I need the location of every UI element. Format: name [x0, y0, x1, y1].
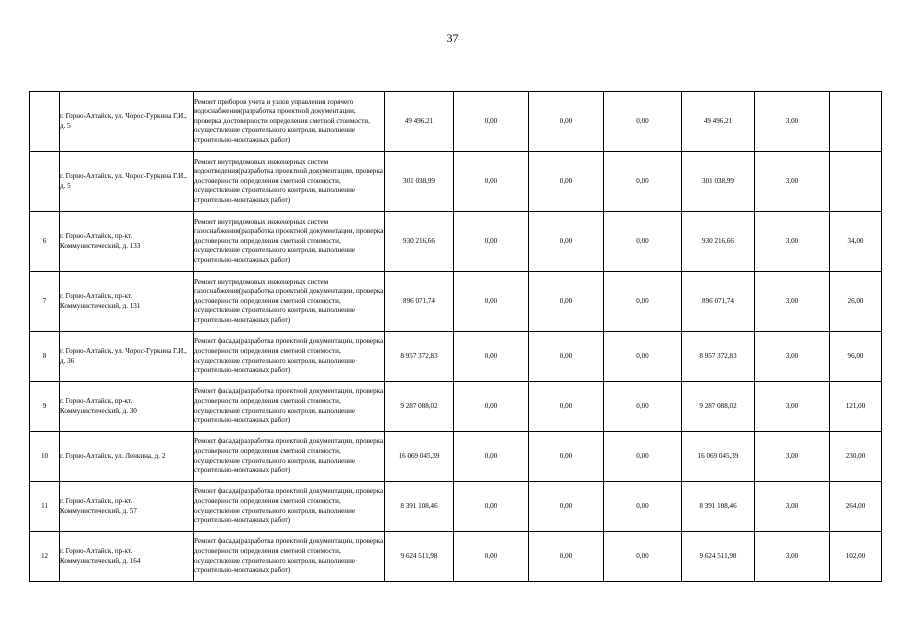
- row-value-5: 0,00: [454, 382, 529, 432]
- row-work-type: Ремонт внутридомовых инженерных систем газоснабжения(разработка проектной документации, проверка достоверности определения сметной стоимости, осуществление строительного контроля, выполнение строительно-монтажных работ): [194, 212, 385, 272]
- row-value-10: 230,00: [830, 432, 882, 482]
- row-address: г. Горно-Алтайск, пр-кт. Коммунистический, д. 133: [60, 212, 194, 272]
- row-value-7: 0,00: [604, 212, 682, 272]
- row-value-6: 0,00: [529, 212, 604, 272]
- row-value-6: 0,00: [529, 272, 604, 332]
- row-value-5: 0,00: [454, 212, 529, 272]
- row-value-10: 121,00: [830, 382, 882, 432]
- row-work-type: Ремонт фасада(разработка проектной документации, проверка достоверности определения сметной стоимости, осуществление строительного контроля, выполнение строительно-монтажных работ): [194, 432, 385, 482]
- row-value-5: 0,00: [454, 152, 529, 212]
- row-value-10: [830, 152, 882, 212]
- row-value-7: 0,00: [604, 92, 682, 152]
- row-value-8: 9 287 088,02: [682, 382, 755, 432]
- row-work-type: Ремонт фасада(разработка проектной документации, проверка достоверности определения сметной стоимости, осуществление строительного контроля, выполнение строительно-монтажных работ): [194, 482, 385, 532]
- row-value-9: 3,00: [755, 92, 830, 152]
- row-total-cost: 9 287 088,02: [385, 382, 454, 432]
- row-total-cost: 930 216,66: [385, 212, 454, 272]
- row-number: [30, 152, 60, 212]
- row-value-9: 3,00: [755, 382, 830, 432]
- row-number: 11: [30, 482, 60, 532]
- row-number: 8: [30, 332, 60, 382]
- row-address: г. Горно-Алтайск, пр-кт. Коммунистический, д. 164: [60, 532, 194, 582]
- row-address: г. Горно-Алтайск, пр-кт. Коммунистический, д. 57: [60, 482, 194, 532]
- row-value-6: 0,00: [529, 532, 604, 582]
- row-value-9: 3,00: [755, 272, 830, 332]
- row-value-8: 49 496,21: [682, 92, 755, 152]
- row-total-cost: 49 496,21: [385, 92, 454, 152]
- row-value-8: 896 071,74: [682, 272, 755, 332]
- row-value-7: 0,00: [604, 272, 682, 332]
- row-value-8: 16 069 045,39: [682, 432, 755, 482]
- row-work-type: Ремонт внутридомовых инженерных систем водоотведения(разработка проектной документации, проверка достоверности определения сметной стоимости, осуществление строительного контроля, выполнение строительно-монтажных работ): [194, 152, 385, 212]
- row-value-9: 3,00: [755, 482, 830, 532]
- row-value-10: 34,00: [830, 212, 882, 272]
- row-value-8: 930 216,66: [682, 212, 755, 272]
- row-value-8: 9 624 511,98: [682, 532, 755, 582]
- row-total-cost: 8 391 108,46: [385, 482, 454, 532]
- table-row: [30, 532, 882, 582]
- table-row: [30, 482, 882, 532]
- row-value-8: 8 957 372,83: [682, 332, 755, 382]
- row-address: г. Горно-Алтайск, пр-кт. Коммунистический, д. 30: [60, 382, 194, 432]
- row-value-8: 8 391 108,46: [682, 482, 755, 532]
- table-row: [30, 432, 882, 482]
- row-value-5: 0,00: [454, 482, 529, 532]
- row-total-cost: 896 071,74: [385, 272, 454, 332]
- row-value-9: 3,00: [755, 212, 830, 272]
- row-value-6: 0,00: [529, 432, 604, 482]
- table-row: [30, 212, 882, 272]
- row-value-6: 0,00: [529, 332, 604, 382]
- row-work-type: Ремонт фасада(разработка проектной документации, проверка достоверности определения сметной стоимости, осуществление строительного контроля, выполнение строительно-монтажных работ): [194, 532, 385, 582]
- row-address: г. Горно-Алтайск, ул. Ленкина, д. 2: [60, 432, 194, 482]
- row-address: г. Горно-Алтайск, ул. Чорос-Гуркина Г.И., д. 5: [60, 152, 194, 212]
- row-address: г. Горно-Алтайск, ул. Чорос-Гуркина Г.И., д. 5: [60, 92, 194, 152]
- row-value-7: 0,00: [604, 382, 682, 432]
- row-value-9: 3,00: [755, 432, 830, 482]
- row-value-10: 102,00: [830, 532, 882, 582]
- row-work-type: Ремонт фасада(разработка проектной документации, проверка достоверности определения сметной стоимости, осуществление строительного контроля, выполнение строительно-монтажных работ): [194, 382, 385, 432]
- row-value-10: 96,00: [830, 332, 882, 382]
- row-value-9: 3,00: [755, 532, 830, 582]
- repair-program-table: [29, 91, 882, 582]
- page-number: 37: [446, 31, 459, 45]
- row-value-7: 0,00: [604, 152, 682, 212]
- row-total-cost: 9 624 511,98: [385, 532, 454, 582]
- table-row: [30, 92, 882, 152]
- row-value-6: 0,00: [529, 152, 604, 212]
- row-number: 10: [30, 432, 60, 482]
- table-row: [30, 332, 882, 382]
- row-work-type: Ремонт приборов учета и узлов управления горячего водоснабжения(разработка проектной документации, проверка достоверности определения сметной стоимости, осуществление строительного контроля, выполнение строительно-монтажных работ): [194, 92, 385, 152]
- row-value-5: 0,00: [454, 532, 529, 582]
- row-value-6: 0,00: [529, 92, 604, 152]
- table-row: [30, 382, 882, 432]
- row-value-7: 0,00: [604, 482, 682, 532]
- row-value-10: [830, 92, 882, 152]
- row-number: 12: [30, 532, 60, 582]
- row-value-8: 301 038,99: [682, 152, 755, 212]
- row-value-10: 264,00: [830, 482, 882, 532]
- row-total-cost: 8 957 372,83: [385, 332, 454, 382]
- row-value-7: 0,00: [604, 332, 682, 382]
- row-value-6: 0,00: [529, 382, 604, 432]
- row-work-type: Ремонт внутридомовых инженерных систем газоснабжения(разработка проектной документации, проверка достоверности определения сметной стоимости, осуществление строительного контроля, выполнение строительно-монтажных работ): [194, 272, 385, 332]
- table-row: [30, 272, 882, 332]
- row-value-5: 0,00: [454, 92, 529, 152]
- table-row: [30, 152, 882, 212]
- row-value-7: 0,00: [604, 432, 682, 482]
- row-address: г. Горно-Алтайск, пр-кт. Коммунистический, д. 131: [60, 272, 194, 332]
- row-work-type: Ремонт фасада(разработка проектной документации, проверка достоверности определения сметной стоимости, осуществление строительного контроля, выполнение строительно-монтажных работ): [194, 332, 385, 382]
- row-value-5: 0,00: [454, 432, 529, 482]
- row-value-10: 26,00: [830, 272, 882, 332]
- row-number: 7: [30, 272, 60, 332]
- row-total-cost: 16 069 045,39: [385, 432, 454, 482]
- row-number: 6: [30, 212, 60, 272]
- row-number: 9: [30, 382, 60, 432]
- row-value-5: 0,00: [454, 332, 529, 382]
- row-total-cost: 301 038,99: [385, 152, 454, 212]
- row-value-5: 0,00: [454, 272, 529, 332]
- row-value-7: 0,00: [604, 532, 682, 582]
- row-value-9: 3,00: [755, 332, 830, 382]
- row-address: г. Горно-Алтайск, ул. Чорос-Гуркина Г.И., д. 36: [60, 332, 194, 382]
- row-number: [30, 92, 60, 152]
- row-value-6: 0,00: [529, 482, 604, 532]
- row-value-9: 3,00: [755, 152, 830, 212]
